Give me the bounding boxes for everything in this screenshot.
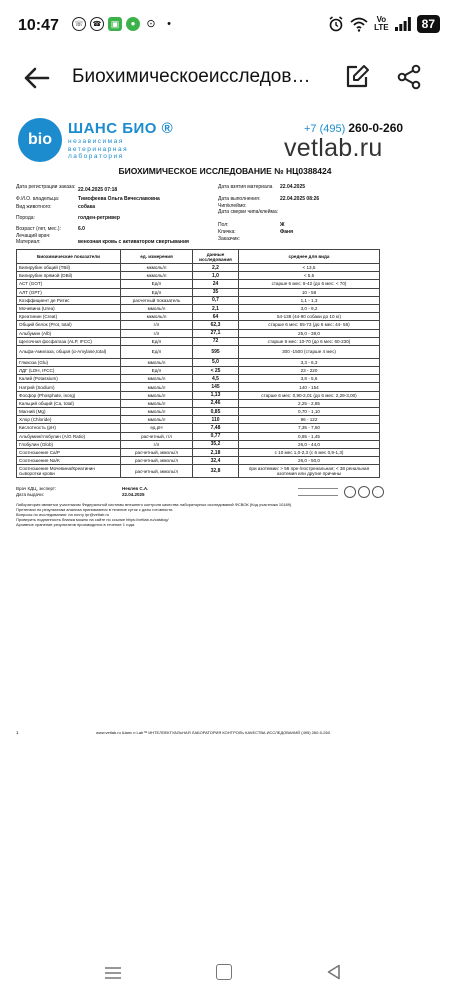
owner-name: Тимофеева Ольга Вячеславовна (78, 196, 160, 202)
result-value: 2,18 (193, 448, 239, 456)
note-line: Проверить подлинность бланка можно на сайте по ссылке https://vetlab.ru/catalog/ (16, 517, 169, 522)
brand-sub-line: независимая (68, 138, 124, 145)
table-row (17, 465, 380, 478)
certificate-mark (298, 488, 338, 496)
material-value: венозная кровь с активатором свертывания (78, 238, 189, 245)
result-value: 2,46 (193, 399, 239, 407)
result-value: 32,8 (193, 465, 239, 478)
reference-range: 96 - 122 (239, 416, 380, 424)
share-icon[interactable] (396, 64, 422, 90)
reference-range: 0,65 - 1,45 (239, 432, 380, 440)
reference-range: с 10 мес 1,0-2,3 (с 6 мес 0,9-1,3) (239, 448, 380, 456)
parameter-name: Коэффициент де Ритис (17, 296, 121, 304)
unit: ммоль/л (121, 391, 193, 399)
stamp-icon (372, 486, 384, 498)
unit: мкмоль/л (121, 313, 193, 321)
note-line: Претензии по результатам анализа принимаются в течение суток с даты готовности. (16, 507, 174, 512)
reference-range: < 5,5 (239, 272, 380, 280)
page-number: 1 (16, 730, 19, 735)
result-value: 64 (193, 313, 239, 321)
reference-range: < 13,5 (239, 264, 380, 272)
reference-range: старше 6 мес: 8-42 (до 6 мес: < 70) (239, 280, 380, 288)
parameter-name: Кальций общий (Ca, total) (17, 399, 121, 407)
stamp-icon (344, 486, 356, 498)
lab-logo: bio (18, 118, 62, 162)
info-label: Материал: (16, 238, 41, 245)
parameter-name: Хлор (Chloride) (17, 416, 121, 424)
stamp-icon (358, 486, 370, 498)
unit: расчетный показатель (121, 296, 193, 304)
unit: ммоль/л (121, 399, 193, 407)
unit: расчетный, г/л (121, 432, 193, 440)
doctor-label: Врач КДЦ, эксперт: (16, 486, 57, 491)
table-row (17, 345, 380, 358)
reference-range: 54-138 (44-90 собаки до 10 кг) (239, 313, 380, 321)
table-row (17, 432, 380, 440)
reference-range: 25,0 - 39,0 (239, 329, 380, 337)
parameter-name: Глюкоза (Glu) (17, 358, 121, 366)
notes-block (16, 502, 316, 527)
result-value: 110 (193, 416, 239, 424)
table-row (17, 272, 380, 280)
result-value: 1,0 (193, 272, 239, 280)
table-row (17, 408, 380, 416)
reference-range: 23 - 220 (239, 367, 380, 375)
wifi-icon (350, 16, 368, 32)
parameter-name: Щелочная фосфатаза (ALP, IFCC) (17, 337, 121, 345)
result-value: 72 (193, 337, 239, 345)
result-value: 5,0 (193, 358, 239, 366)
parameter-name: АСТ (GOT) (17, 280, 121, 288)
reference-range: 2,25 - 2,85 (239, 399, 380, 407)
column-header: Биохимические показатели (17, 250, 121, 264)
note-line: Лаборатория является участником Федеральной системы внешнего контроля качества лабораторных исследований ФСВОК (Код участника 10189) (16, 502, 292, 507)
result-value: 35,2 (193, 440, 239, 448)
table-row (17, 399, 380, 407)
note-line: Вопросы по исследованию: на почту ipr@vetlab.ru (16, 512, 109, 517)
alarm-icon (328, 16, 344, 32)
registration-date: 22.04.2025 07:18 (78, 187, 118, 193)
lab-site: vetlab.ru (284, 134, 383, 162)
table-row (17, 288, 380, 296)
info-label: Чип/клеймо: (218, 202, 247, 209)
status-time: 10:47 (18, 17, 59, 34)
table-row (17, 329, 380, 337)
table-row (17, 375, 380, 383)
brand-sub-line: ветеринарная (68, 145, 129, 153)
info-label: Ф.И.О. владельца: (16, 196, 60, 202)
report-title: БИОХИМИЧЕСКОЕ ИССЛЕДОВАНИЕ № НЦ0388424 (118, 166, 332, 176)
unit: ммоль/л (121, 383, 193, 391)
unit: мкмоль/л (121, 264, 193, 272)
reference-range: старше 6 мес: 10-70 (до 6 мес: 60-230) (239, 337, 380, 345)
unit: г/л (121, 440, 193, 448)
issue-label: Дата выдачи: (16, 492, 44, 497)
info-label: Возраст (лет, мес.): (16, 225, 61, 232)
volte-icon (374, 16, 389, 32)
reference-range: 7,35 - 7,50 (239, 424, 380, 432)
info-label: Порода: (16, 214, 35, 221)
table-row (17, 383, 380, 391)
parameter-name: Соотношение Ca/P (17, 448, 121, 456)
reference-range: 3,0 - 9,2 (239, 304, 380, 312)
animal-breed: голден-ретривер (78, 214, 120, 221)
unit: Ед/л (121, 288, 193, 296)
result-value: 24 (193, 280, 239, 288)
result-value: 7,48 (193, 424, 239, 432)
table-row (17, 416, 380, 424)
unit: г/л (121, 329, 193, 337)
info-label: Заказчик: (218, 236, 240, 243)
parameter-name: Натрий (Sodium) (17, 383, 121, 391)
info-label: Кличка: (218, 229, 236, 236)
result-value: 595 (193, 345, 239, 358)
parameter-name: Кислотность (pH) (17, 424, 121, 432)
parameter-name: Соотношение Мочевина/Креатинин сыворотки крови (17, 465, 121, 478)
document-title: Биохимическоеисследов… (72, 66, 311, 87)
unit: ммоль/л (121, 304, 193, 312)
reference-range: старше 6 мес: 0,90-2,01 (до 6 мес: 2,29-3,00) (239, 391, 380, 399)
reference-range: 3,8 - 5,6 (239, 375, 380, 383)
parameter-name: АЛТ (GPT) (17, 288, 121, 296)
info-label: Лечащий врач: (16, 232, 51, 239)
results-table-body (17, 264, 380, 478)
column-header: среднее для вида (239, 250, 380, 264)
table-row (17, 337, 380, 345)
back-triangle-icon[interactable] (326, 964, 342, 980)
reference-range: 26,0 - 44,0 (239, 440, 380, 448)
parameter-name: Мочевина (Urea) (17, 304, 121, 312)
result-value: 2,2 (193, 264, 239, 272)
info-values-right (280, 184, 380, 236)
result-value: 32,4 (193, 457, 239, 465)
footer-line: www.vetlab.ru Шанс н Lab™ ИНТЕЛЛЕКТУАЛЬНАЯ ЛАБОРАТОРИЯ КОНТРОЛЬ КАЧЕСТВА ИССЛЕДОВАНИЙ (495) 260-0-260 (96, 730, 330, 735)
signature-block (16, 486, 216, 498)
reference-range: при азотемии: > 56 пре-/постренальная; < 38 ренальная азотемия или другие причины (239, 465, 380, 478)
reference-range: 300 -1500 (старше 4 мес) (239, 345, 380, 358)
table-row (17, 358, 380, 366)
unit: г/л (121, 321, 193, 329)
table-header-row (17, 250, 380, 264)
table-row (17, 280, 380, 288)
result-value: 1,13 (193, 391, 239, 399)
result-value: 2,1 (193, 304, 239, 312)
lab-brand: ШАНС БИО ® (68, 120, 174, 137)
home-icon[interactable] (216, 964, 232, 980)
table-row (17, 448, 380, 456)
battery-indicator: 87 (417, 15, 440, 33)
animal-name: Фаня (280, 229, 293, 236)
info-label: Дата выполнения: (218, 196, 261, 202)
table-row (17, 321, 380, 329)
unit: расчетный, ммоль/л (121, 457, 193, 465)
unit: расчетный, ммоль/л (121, 465, 193, 478)
unit: расчетный, ммоль/л (121, 448, 193, 456)
parameter-name: Соотношение Na/K (17, 457, 121, 465)
result-value: 145 (193, 383, 239, 391)
completion-date: 22.04.2025 08:26 (280, 196, 320, 202)
volte-top: Vo (376, 15, 387, 24)
sampling-date: 22.04.2025 (280, 184, 306, 190)
info-label: Дата взятия материала (218, 184, 273, 190)
volte-bottom: LTE (374, 23, 389, 32)
unit: ммоль/л (121, 375, 193, 383)
edit-icon[interactable] (344, 64, 370, 90)
result-value: 0,85 (193, 408, 239, 416)
chat-icon: ● (126, 17, 140, 31)
dot-icon: • (167, 17, 171, 30)
column-header: ед. измерения (121, 250, 193, 264)
column-header: данные исследования (193, 250, 239, 264)
brand-sub-line: лаборатория (68, 153, 124, 160)
table-row (17, 440, 380, 448)
info-label: Дата сверки чипа/клейма: (218, 209, 279, 216)
unit: Ед/л (121, 367, 193, 375)
parameter-name: Билирубин прямой (DBil) (17, 272, 121, 280)
info-label: Дата регистрации заказа: (16, 184, 76, 190)
parameter-name: Креатинин (Creat) (17, 313, 121, 321)
status-bar (0, 0, 450, 52)
unit: ммоль/л (121, 408, 193, 416)
quality-stamps (298, 486, 388, 500)
phone-number: 260-0-260 (348, 121, 404, 135)
reference-range: 3,3 - 6,3 (239, 358, 380, 366)
result-value: 0,77 (193, 432, 239, 440)
table-row (17, 296, 380, 304)
result-value: 4,5 (193, 375, 239, 383)
table-row (17, 313, 380, 321)
unit: ммоль/л (121, 358, 193, 366)
lab-phone (304, 121, 403, 135)
parameter-name: Билирубин общий (TBil) (17, 264, 121, 272)
table-row (17, 391, 380, 399)
parameter-name: Глобулин (Glob) (17, 440, 121, 448)
note-line: Архивное хранение результатов производится в течение 1 года. (16, 522, 136, 527)
doctor-name: Неклев С.А. (122, 486, 149, 491)
animal-age: 6.0 (78, 225, 85, 232)
phone-prefix: +7 (495) (304, 123, 346, 135)
reference-range: 140 - 154 (239, 383, 380, 391)
info-values-left (78, 184, 218, 245)
result-value: 62,3 (193, 321, 239, 329)
result-value: 0,7 (193, 296, 239, 304)
parameter-name: ЛДГ (LDH, IFCC) (17, 367, 121, 375)
info-label: Пол: (218, 222, 229, 229)
parameter-name: Фосфор (Phosphate, inorg) (17, 391, 121, 399)
reference-range: старше 6 мес: 55-73 (до 6 мес: 44- 56) (239, 321, 380, 329)
issue-date: 22.04.2025 (122, 492, 145, 497)
reference-range: 10 - 58 (239, 288, 380, 296)
reference-range: 26,0 - 50,0 (239, 457, 380, 465)
reference-range: 0,70 - 1,10 (239, 408, 380, 416)
unit: ед.pH (121, 424, 193, 432)
unit: Ед/л (121, 345, 193, 358)
viber-icon: ☎ (90, 17, 104, 31)
unit: Ед/л (121, 337, 193, 345)
result-value: 27,1 (193, 329, 239, 337)
pdf-page[interactable] (12, 112, 438, 742)
whatsapp-icon: ☏ (72, 17, 86, 31)
table-row (17, 304, 380, 312)
back-arrow-icon[interactable] (20, 62, 52, 94)
app-bar (0, 52, 450, 104)
animal-sex: Ж (280, 222, 285, 229)
recents-icon[interactable] (104, 966, 122, 980)
table-row (17, 457, 380, 465)
parameter-name: Магний (Mg) (17, 408, 121, 416)
unit: Ед/л (121, 280, 193, 288)
pinterest-icon: ⊙ (146, 17, 156, 30)
results-table (16, 249, 380, 478)
result-value: < 25 (193, 367, 239, 375)
navigation-bar (0, 948, 450, 1000)
table-row (17, 264, 380, 272)
reference-range: 1,1 - 1,3 (239, 296, 380, 304)
unit: мкмоль/л (121, 272, 193, 280)
app-icon: ▣ (108, 17, 122, 31)
result-value: 35 (193, 288, 239, 296)
parameter-name: Калий (Potassium) (17, 375, 121, 383)
table-row (17, 424, 380, 432)
notification-icons (72, 17, 176, 31)
parameter-name: Альбумин/глобулин (A/G Ratio) (17, 432, 121, 440)
lab-brand-sub (68, 138, 128, 161)
animal-species: собака (78, 203, 95, 210)
table-row (17, 367, 380, 375)
info-labels-left (16, 184, 76, 245)
parameter-name: Общий белок (Prot, total) (17, 321, 121, 329)
unit: ммоль/л (121, 416, 193, 424)
signal-icon (395, 17, 411, 31)
parameter-name: Альбумин (Alb) (17, 329, 121, 337)
system-icons (328, 15, 440, 33)
info-label: Вид животного: (16, 203, 52, 210)
parameter-name: Альфа-Амилаза, общая (α-Amylase,total) (17, 345, 121, 358)
